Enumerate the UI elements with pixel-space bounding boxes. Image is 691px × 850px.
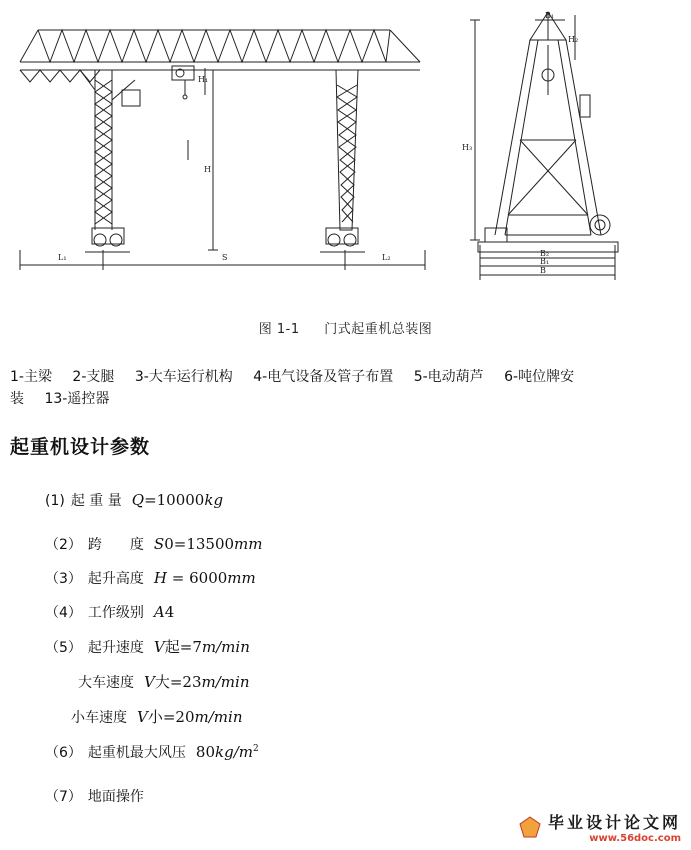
parameter-formula [137, 708, 242, 726]
formula-variable: Q [131, 491, 145, 509]
formula-subscript: 起 [164, 638, 180, 656]
formula-value: = 6000 [167, 569, 228, 587]
formula-variable: V [144, 673, 155, 691]
parameter-label: 大车速度 [78, 675, 134, 691]
parameter-formula [144, 673, 249, 691]
dim-l1: L₁ [58, 253, 67, 262]
parameter-label: 跨 度 [87, 537, 144, 553]
parameter-formula [154, 569, 256, 587]
legend-item: 5-电动葫芦 [413, 369, 484, 385]
legend-item: 4-电气设备及管子布置 [253, 369, 394, 385]
figure-caption [0, 318, 691, 337]
parameter-label: 地面操作 [87, 789, 144, 805]
parameter-label: 起升速度 [87, 640, 144, 656]
formula-value: =20 [162, 708, 195, 726]
parameter-number: （6） [45, 745, 82, 761]
figure-title: 门式起重机总装图 [324, 322, 433, 337]
formula-value: 80 [195, 743, 216, 761]
dim-b1-bottom: B₁ [540, 257, 550, 266]
parameter-row [78, 671, 249, 692]
parameter-row [45, 490, 223, 510]
dim-b: B [540, 266, 546, 275]
parameter-row [45, 568, 256, 588]
parameter-row [45, 534, 263, 554]
legend-item: 1-主梁 [10, 369, 52, 385]
watermark-title: 毕业设计论文网 [547, 813, 681, 832]
side-view [470, 12, 618, 280]
watermark [548, 810, 681, 844]
formula-value: =13500 [173, 535, 235, 553]
right-leg [336, 70, 358, 230]
parameter-number: （7） [45, 789, 82, 805]
formula-unit: kg [204, 491, 224, 509]
formula-variable: H [153, 569, 168, 587]
parameter-number: （4） [45, 605, 82, 621]
parameter-label: 起 重 量 [70, 493, 122, 509]
dim-b2: B₂ [540, 249, 550, 258]
figure-number: 图 1-1 [258, 322, 300, 337]
parameter-label: 起重机最大风压 [87, 745, 186, 761]
formula-subscript: 0 [164, 535, 174, 553]
formula-exponent: 2 [252, 744, 259, 754]
dim-h1: H₁ [198, 75, 209, 84]
formula-unit: mm [227, 569, 256, 587]
dim-s: S [222, 253, 228, 262]
parameter-formula [154, 603, 174, 621]
parameter-number: (1) [45, 493, 65, 509]
formula-value: =7 [179, 638, 202, 656]
left-leg [80, 70, 140, 230]
dim-b1-top: B₁ [545, 11, 555, 20]
formula-unit: mm [234, 535, 263, 553]
parameter-row [45, 602, 174, 622]
gantry-crane-drawing [0, 0, 691, 300]
watermark-url: www.56doc.com [589, 833, 681, 844]
legend-item: 13-遥控器 [44, 391, 110, 407]
formula-subscript: 大 [154, 673, 170, 691]
legend-item: 装 [10, 391, 24, 407]
watermark-logo-icon [519, 816, 541, 838]
formula-unit: kg/m [215, 743, 253, 761]
legend-item: 2-支腿 [72, 369, 115, 385]
formula-variable: S [153, 535, 165, 553]
formula-value: =10000 [144, 491, 205, 509]
formula-subscript: 小 [147, 708, 163, 726]
parameter-row [45, 786, 154, 806]
legend-line-1 [10, 366, 682, 388]
formula-unit: m/min [201, 638, 250, 656]
parameter-number: （3） [45, 571, 82, 587]
section-title: 起重机设计参数 [10, 436, 151, 458]
legend-item: 3-大车运行机构 [134, 369, 233, 385]
main-girder [20, 30, 420, 70]
legend-line-2 [10, 388, 682, 410]
component-legend [10, 366, 682, 410]
parameter-row [71, 706, 242, 727]
formula-unit: m/min [194, 708, 243, 726]
dim-h2: H₂ [568, 35, 579, 44]
formula-unit: m/min [201, 673, 250, 691]
parameter-row [45, 636, 250, 657]
formula-variable: V [137, 708, 148, 726]
formula-variable: V [153, 638, 165, 656]
parameter-number: （2） [45, 537, 82, 553]
parameter-formula [154, 638, 250, 656]
dim-h: H [204, 165, 211, 174]
parameter-label: 起升高度 [87, 571, 144, 587]
parameter-formula [154, 535, 263, 553]
formula-value: 4 [164, 603, 175, 621]
parameter-formula [132, 491, 223, 509]
parameter-row [45, 742, 259, 762]
dim-h3: H₃ [462, 143, 473, 152]
parameter-label: 工作级别 [87, 605, 144, 621]
hoist-trolley [172, 66, 194, 99]
formula-value: =23 [169, 673, 202, 691]
legend-item: 6-吨位牌安 [504, 369, 575, 385]
parameter-number: （5） [45, 640, 82, 656]
formula-variable: A [153, 603, 165, 621]
parameter-formula [196, 743, 259, 761]
dim-l2: L₂ [382, 253, 391, 262]
parameter-label: 小车速度 [71, 710, 127, 726]
